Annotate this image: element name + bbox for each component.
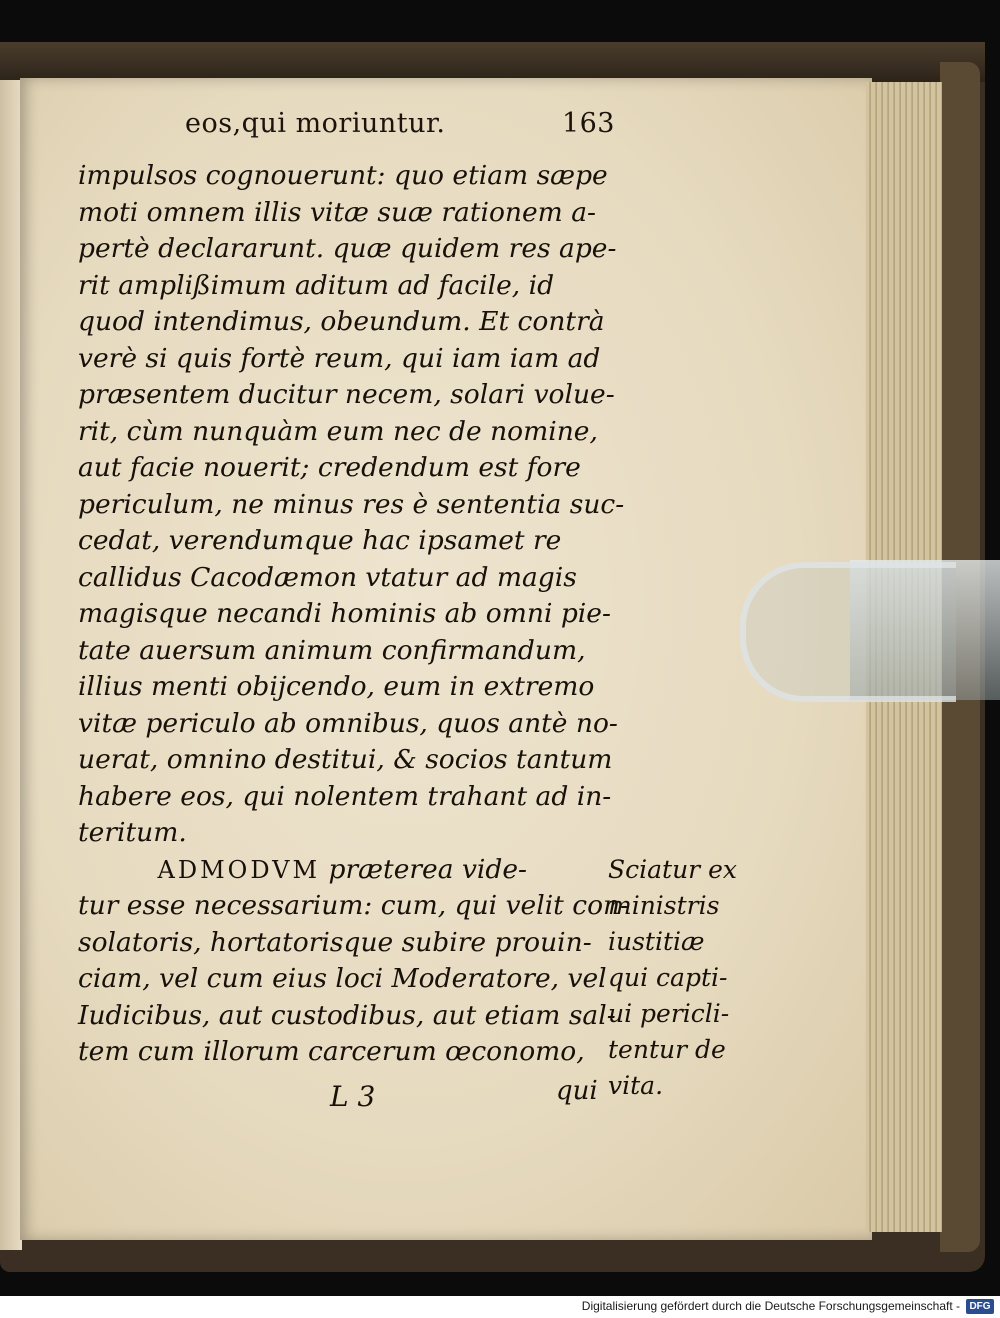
paragraph-initial-word: ADMODVM bbox=[157, 855, 321, 884]
footer-credit: Digitalisierung gefördert durch die Deutsche Forschungsgemeinschaft - bbox=[581, 1299, 960, 1313]
page-clip bbox=[740, 562, 956, 702]
text-line: tur esse necessarium: cum, qui velit con- bbox=[78, 890, 630, 921]
text-line: magisque necandi hominis ab omni pie- bbox=[78, 598, 611, 629]
margin-note-line: tentur de bbox=[608, 1035, 726, 1064]
margin-note-line: Sciatur ex bbox=[608, 855, 737, 884]
text-line: solatoris, hortatorisque subire prouin- bbox=[78, 926, 592, 958]
text-line: Iudicibus, aut custodibus, aut etiam sal- bbox=[78, 999, 616, 1031]
text-line: moti omnem illis vitæ suæ rationem a- bbox=[78, 196, 596, 228]
text-line: impulsos cognouerunt: quo etiam sæpe bbox=[78, 160, 608, 191]
text-line: rit amplißimum aditum ad facile, id bbox=[78, 269, 555, 301]
text-line: tem cum illorum carcerum œconomo, bbox=[78, 1036, 585, 1067]
paragraph-first-line bbox=[78, 852, 598, 889]
text-line: verè si quis fortè reum, qui iam iam ad bbox=[78, 342, 601, 374]
marginal-note bbox=[608, 852, 758, 1104]
text-line: pertè declararunt. quæ quidem res ape- bbox=[78, 233, 617, 264]
text-line: cedat, verendumque hac ipsamet re bbox=[78, 525, 562, 556]
text-line: habere eos, qui nolentem trahant ad in- bbox=[78, 780, 612, 812]
paragraph-first-line-rest: præterea vide- bbox=[328, 853, 527, 885]
margin-note-line: vita. bbox=[608, 1071, 664, 1100]
text-line: teritum. bbox=[78, 817, 187, 848]
text-line: ciam, vel cum eius loci Moderatore, vel bbox=[78, 963, 607, 994]
facing-page-edge bbox=[0, 80, 22, 1250]
text-line: callidus Cacodæmon vtatur ad magis bbox=[78, 561, 577, 593]
signature-mark: L 3 bbox=[330, 1080, 376, 1113]
text-line: uerat, omnino destitui, & socios tantum bbox=[78, 744, 613, 775]
body-text bbox=[78, 158, 630, 1071]
running-head bbox=[185, 108, 615, 148]
footer bbox=[0, 1296, 1000, 1318]
text-line: rit, cùm nunquàm eum nec de nomine, bbox=[78, 415, 598, 447]
text-line: tate auersum animum confirmandum, bbox=[78, 634, 586, 666]
margin-note-line: qui capti- bbox=[608, 963, 728, 992]
margin-note-line: ministris bbox=[608, 891, 720, 920]
margin-note-line: ui pericli- bbox=[608, 999, 730, 1028]
catchword: qui bbox=[556, 1076, 598, 1106]
text-line: aut facie nouerit; credendum est fore bbox=[78, 452, 581, 483]
text-line: vitæ periculo ab omnibus, quos antè no- bbox=[78, 707, 618, 739]
margin-note-line: iustitiæ bbox=[608, 927, 705, 956]
running-head-title: eos,qui moriuntur. bbox=[185, 108, 446, 139]
page-number: 163 bbox=[561, 108, 615, 139]
text-line: illius menti obijcendo, eum in extremo bbox=[78, 671, 595, 702]
text-line: periculum, ne minus res è sententia suc- bbox=[78, 488, 625, 520]
book-cover-top-edge bbox=[0, 42, 985, 82]
text-line: præsentem ducitur necem, solari volue- bbox=[78, 379, 615, 410]
dfg-logo: DFG bbox=[966, 1299, 994, 1314]
text-line: quod intendimus, obeundum. Et contrà bbox=[78, 306, 605, 337]
